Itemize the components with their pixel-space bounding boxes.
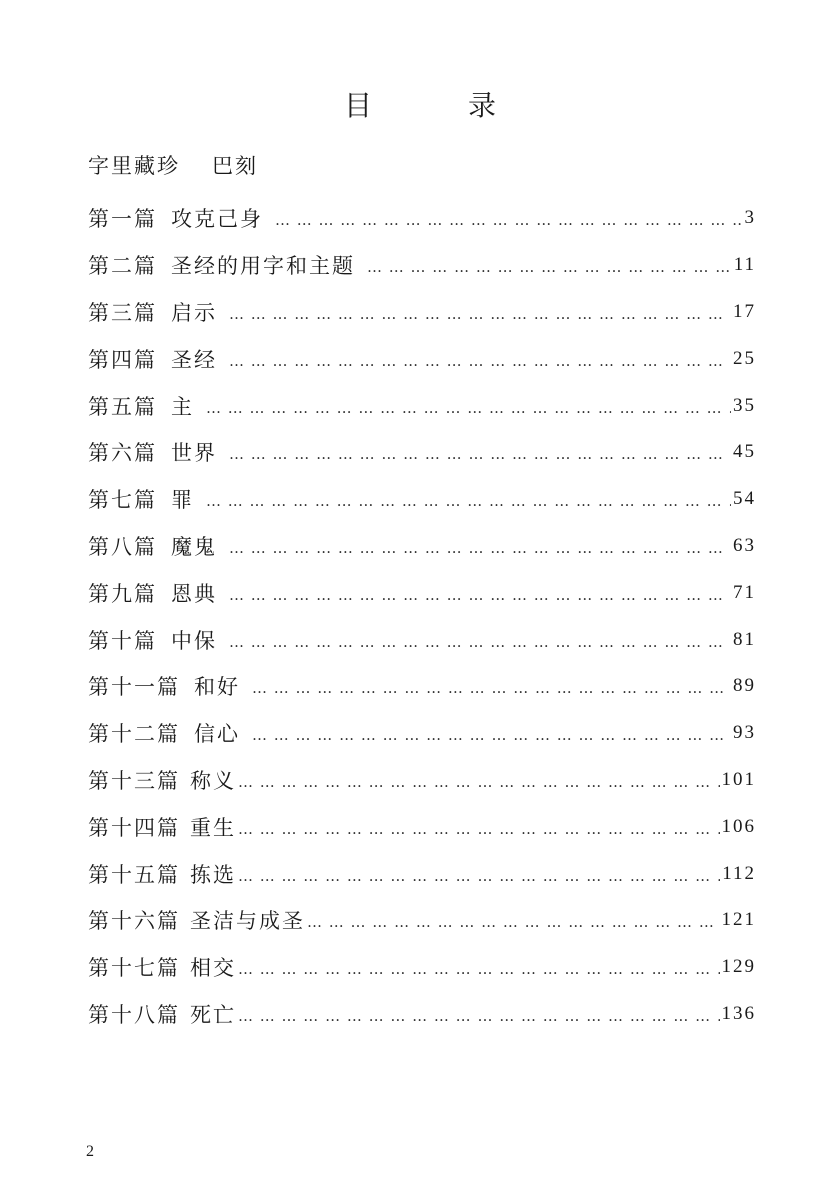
toc-dot-leader (229, 305, 731, 323)
toc-page-number: 25 (733, 347, 756, 369)
toc-chapter-title: 启示 (171, 300, 217, 325)
toc-page-number: 129 (721, 956, 756, 978)
toc-entry-15[interactable] (88, 850, 756, 897)
toc-chapter-title: 罪 (171, 488, 194, 513)
toc-chapter-label: 第八篇 (88, 534, 157, 559)
toc-chapter-title: 圣经的用字和主题 (171, 254, 355, 279)
toc-page-number: 112 (722, 862, 756, 884)
toc-chapter-label: 第三篇 (88, 300, 157, 325)
toc-page-number: 89 (733, 675, 756, 697)
toc-entry-13[interactable] (88, 757, 756, 804)
toc-page-number: 106 (721, 815, 756, 837)
toc-page-number: 17 (733, 300, 756, 322)
toc-dot-leader (307, 913, 720, 931)
toc-page-number: 101 (721, 768, 756, 790)
toc-chapter-label: 第四篇 (88, 347, 157, 372)
preface-entry[interactable] (88, 150, 258, 180)
toc-entry-4[interactable] (88, 335, 756, 382)
toc-dot-leader (238, 960, 720, 978)
toc-entry-17[interactable] (88, 944, 756, 991)
toc-dot-leader (252, 679, 731, 697)
table-of-contents (88, 195, 756, 1037)
toc-chapter-label: 第六篇 (88, 441, 157, 466)
toc-chapter-label: 第十五篇 (88, 862, 180, 887)
toc-chapter-label: 第十一篇 (88, 675, 180, 700)
toc-entry-3[interactable] (88, 289, 756, 336)
toc-chapter-title: 圣经 (171, 347, 217, 372)
toc-chapter-title: 攻克己身 (171, 207, 263, 232)
toc-chapter-title: 魔鬼 (171, 534, 217, 559)
toc-page-number: 81 (733, 628, 756, 650)
preface-author: 巴刻 (212, 154, 258, 178)
preface-label: 字里藏珍 (88, 154, 180, 178)
toc-chapter-title: 信心 (194, 722, 240, 747)
page-title-char-2: 录 (468, 89, 497, 122)
toc-chapter-label: 第九篇 (88, 581, 157, 606)
toc-dot-leader (238, 1007, 720, 1025)
toc-dot-leader (229, 539, 731, 557)
toc-chapter-label: 第七篇 (88, 488, 157, 513)
toc-entry-9[interactable] (88, 569, 756, 616)
toc-chapter-title: 重生 (190, 815, 236, 840)
toc-page-number: 11 (733, 254, 756, 276)
toc-chapter-title: 圣洁与成圣 (190, 909, 305, 934)
toc-page-number: 136 (721, 1002, 756, 1024)
toc-chapter-label: 第十六篇 (88, 909, 180, 934)
toc-chapter-title: 拣选 (190, 862, 236, 887)
toc-entry-1[interactable] (88, 195, 756, 242)
toc-page-number: 35 (733, 394, 756, 416)
toc-chapter-label: 第十篇 (88, 628, 157, 653)
toc-page-number: 63 (733, 534, 756, 556)
toc-chapter-label: 第十三篇 (88, 768, 180, 793)
toc-chapter-title: 和好 (194, 675, 240, 700)
toc-chapter-title: 死亡 (190, 1002, 236, 1027)
toc-page-number: 93 (733, 722, 756, 744)
toc-chapter-label: 第十四篇 (88, 815, 180, 840)
toc-chapter-label: 第十八篇 (88, 1002, 180, 1027)
page-title (0, 84, 840, 124)
toc-page-number: 3 (744, 207, 756, 229)
toc-dot-leader (238, 773, 720, 791)
toc-dot-leader (206, 492, 731, 510)
toc-dot-leader (252, 726, 731, 744)
toc-chapter-label: 第一篇 (88, 207, 157, 232)
toc-chapter-label: 第二篇 (88, 254, 157, 279)
toc-page-number: 54 (733, 488, 756, 510)
toc-page-number: 121 (721, 909, 756, 931)
toc-chapter-title: 主 (171, 394, 194, 419)
toc-chapter-label: 第十二篇 (88, 722, 180, 747)
toc-chapter-title: 世界 (171, 441, 217, 466)
toc-entry-16[interactable] (88, 897, 756, 944)
toc-page-number: 71 (733, 581, 756, 603)
toc-entry-11[interactable] (88, 663, 756, 710)
toc-dot-leader (229, 352, 731, 370)
toc-entry-10[interactable] (88, 616, 756, 663)
page-number: 2 (86, 1143, 94, 1160)
toc-dot-leader (229, 586, 731, 604)
toc-chapter-label: 第五篇 (88, 394, 157, 419)
toc-entry-14[interactable] (88, 803, 756, 850)
toc-dot-leader (206, 399, 731, 417)
toc-entry-18[interactable] (88, 991, 756, 1038)
toc-entry-2[interactable] (88, 242, 756, 289)
toc-entry-7[interactable] (88, 476, 756, 523)
toc-dot-leader (367, 258, 732, 276)
toc-dot-leader (275, 211, 743, 229)
toc-entry-5[interactable] (88, 382, 756, 429)
toc-page-number: 45 (733, 441, 756, 463)
toc-chapter-title: 恩典 (171, 581, 217, 606)
toc-dot-leader (229, 633, 731, 651)
page-title-char-1: 目 (343, 89, 372, 122)
toc-chapter-label: 第十七篇 (88, 956, 180, 981)
toc-entry-6[interactable] (88, 429, 756, 476)
toc-dot-leader (238, 820, 720, 838)
toc-dot-leader (238, 867, 720, 885)
toc-dot-leader (229, 445, 731, 463)
toc-entry-12[interactable] (88, 710, 756, 757)
toc-entry-8[interactable] (88, 523, 756, 570)
toc-chapter-title: 称义 (190, 768, 236, 793)
toc-chapter-title: 中保 (171, 628, 217, 653)
toc-chapter-title: 相交 (190, 956, 236, 981)
